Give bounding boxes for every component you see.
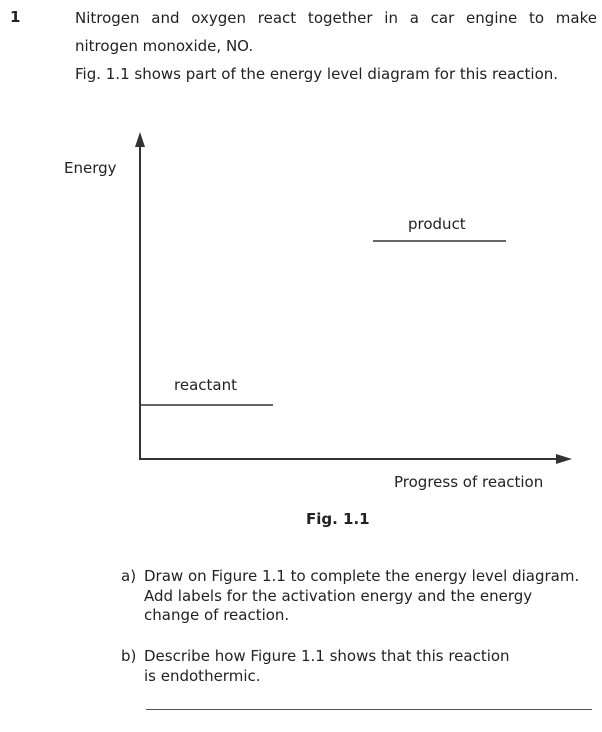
- x-axis-arrowhead: [556, 454, 572, 464]
- part-a-label: a): [121, 567, 137, 585]
- intro-line-2: nitrogen monoxide, NO.: [75, 37, 254, 55]
- part-b-line-2: is endothermic.: [144, 666, 261, 685]
- reactant-label: reactant: [174, 376, 237, 394]
- part-a-text-1: Draw on Figure 1.1 to complete the energy level diagram.: [144, 567, 580, 585]
- product-label: product: [408, 215, 466, 233]
- y-axis-arrowhead: [135, 132, 145, 147]
- x-axis-label: Progress of reaction: [394, 473, 544, 491]
- answer-line[interactable]: [146, 709, 592, 710]
- part-a-line-2: Add labels for the activation energy and the energy: [144, 586, 533, 605]
- part-a-line-3: change of reaction.: [144, 606, 290, 624]
- intro-line-1: Nitrogen and oxygen react together in a car engine to make: [75, 9, 597, 27]
- y-axis-label: Energy: [64, 159, 117, 177]
- part-b: [121, 647, 596, 686]
- intro-line-3: Fig. 1.1 shows part of the energy level diagram for this reaction.: [75, 65, 559, 83]
- part-b-label: b): [121, 647, 137, 665]
- part-a-line-1: [121, 567, 596, 587]
- question-number: 1: [10, 8, 21, 26]
- figure-caption: Fig. 1.1: [306, 510, 370, 528]
- part-b-text-1: Describe how Figure 1.1 shows that this reaction: [144, 647, 510, 665]
- part-b-line-1: [121, 647, 596, 667]
- part-a: [121, 567, 596, 626]
